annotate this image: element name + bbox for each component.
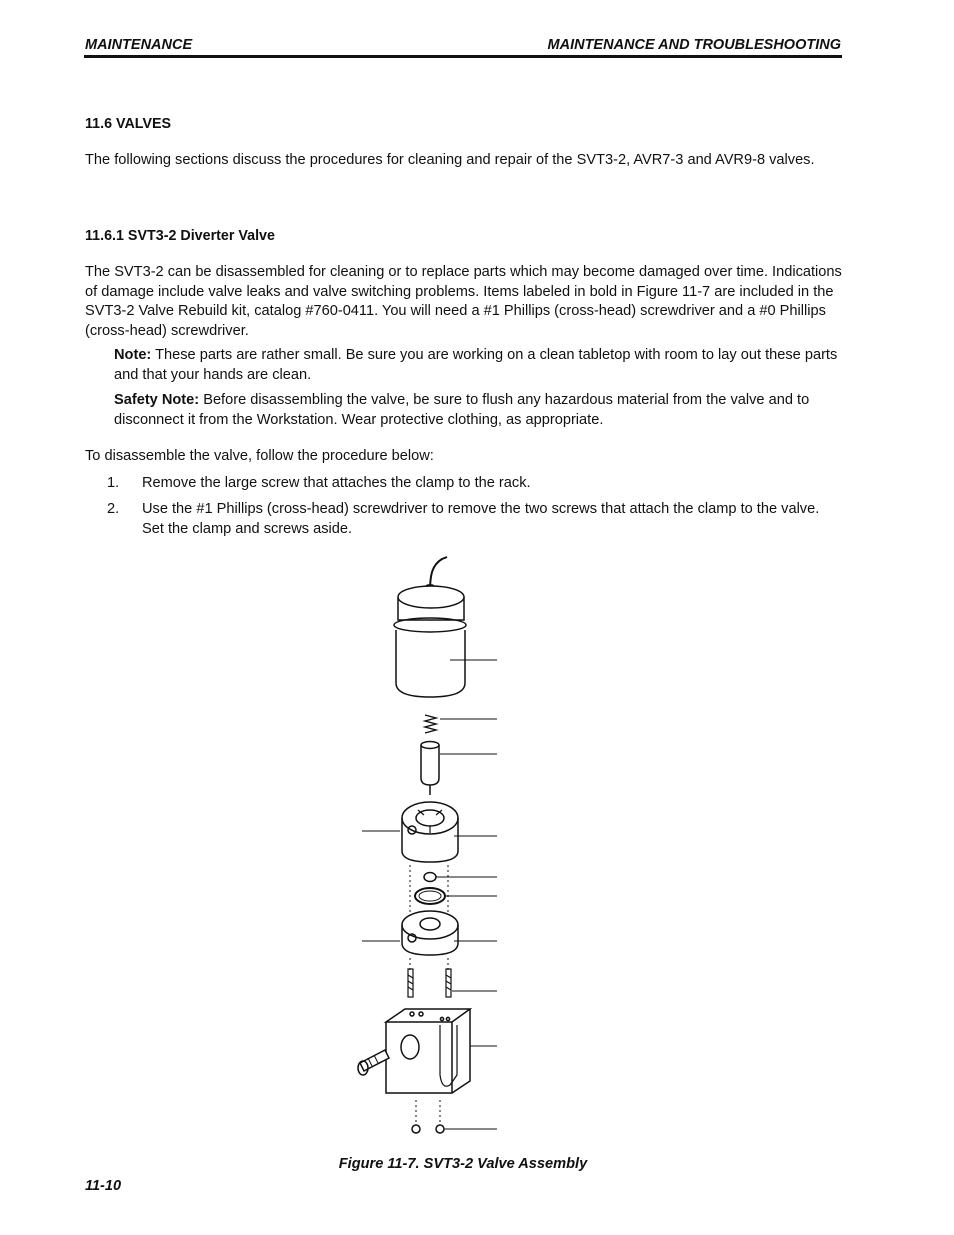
safety-note-paragraph	[114, 391, 844, 430]
valve-assembly-illustration	[330, 555, 510, 1145]
note-text: These parts are rather small. Be sure you are working on a clean tabletop with room to lay out these parts and that your hands are clean.	[114, 347, 838, 383]
note-paragraph	[114, 346, 844, 385]
section-intro: The following sections discuss the procedures for cleaning and repair of the SVT3-2, AVR7-3 and AVR9-8 valves.	[85, 152, 815, 168]
safety-note-text: Before disassembling the valve, be sure to flush any hazardous material from the valve and to disconnect it from the Workstation. Wear protective clothing, as appropriate.	[114, 392, 810, 428]
running-header-left: MAINTENANCE	[85, 37, 193, 53]
note-label: Note:	[114, 347, 152, 363]
page-number: 11-10	[85, 1178, 122, 1194]
step-text: Remove the large screw that attaches the clamp to the rack.	[142, 475, 531, 491]
procedure-intro: To disassemble the valve, follow the procedure below:	[85, 448, 434, 464]
running-header-right: MAINTENANCE AND TROUBLESHOOTING	[547, 37, 841, 53]
step-number: 1.	[107, 475, 120, 491]
subsection-heading: 11.6.1 SVT3-2 Diverter Valve	[85, 228, 275, 244]
section-heading: 11.6 VALVES	[85, 116, 172, 132]
safety-note-label: Safety Note:	[114, 392, 200, 408]
step-text: Use the #1 Phillips (cross-head) screwdriver to remove the two screws that attach the clamp to the valve. Set the clamp and screws aside.	[142, 501, 820, 537]
figure-caption: Figure 11-7. SVT3-2 Valve Assembly	[338, 1156, 588, 1172]
step-number: 2.	[107, 501, 120, 517]
header-rule	[84, 55, 842, 58]
subsection-body: The SVT3-2 can be disassembled for cleaning or to replace parts which may become damaged over time. Indications of damage include valve leaks and valve switching problems. Items labeled in bold in Figure 11-7 are included in the SVT3-2 Valve Rebuild kit, catalog #760-0411. You will need a #1 Phillips (cross-head) screwdriver and a #0 Phillips (cross-head) screwdriver.	[85, 264, 842, 339]
